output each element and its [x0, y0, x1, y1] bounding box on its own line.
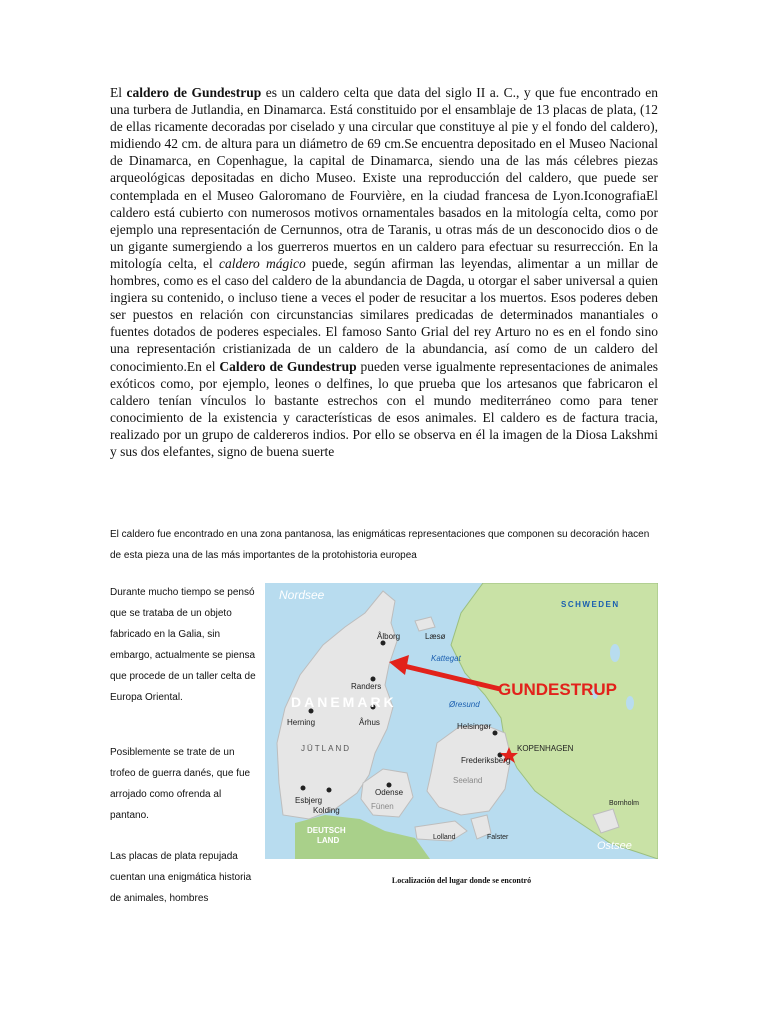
city-label-helsingor: Helsingør [457, 722, 492, 731]
kattegat-label: Kattegat [431, 654, 461, 663]
oresund-label: Øresund [449, 700, 480, 709]
bold-term-caldero-2: Caldero de Gundestrup [219, 358, 357, 374]
deutschland-label-2: LAND [317, 836, 340, 845]
gundestrup-label: GUNDESTRUP [498, 680, 618, 699]
city-label-kopenhagen: KOPENHAGEN [517, 744, 574, 753]
jutland-label: JÜTLAND [301, 744, 352, 753]
intro-note: El caldero fue encontrado en una zona pantanosa, las enigmáticas representaciones que componen su decoración hacen de esta pieza una de las más importantes de la protohistoria europea [110, 529, 650, 561]
map-svg [265, 583, 658, 859]
island-label-falster: Falster [487, 834, 509, 841]
city-label-kolding: Kolding [313, 806, 340, 815]
danemark-label: DANEMARK [291, 694, 397, 710]
island-label-funen: Fünen [371, 802, 394, 811]
city-label-esbjerg: Esbjerg [295, 796, 323, 805]
city-label-frederiksberg: Frederiksberg [461, 756, 511, 765]
text-run: pueden verse igualmente representaciones de animales exóticos como, por ejemplo, leones o delfines, lo que prueba que los artesanos que fabricaron el caldero tenían vínculos lo bastante estrechos con el mundo mediterráneo como para tener conocimiento de la existencia y características de esos animales. El caldero es de factura tracia, realizado por un grupo de caldereros indios. Por ello se observa en él la imagen de la Diosa Lakshmi y sus dos elefantes, signo de buena suerte [110, 358, 658, 459]
main-paragraph [110, 84, 658, 460]
text-run: es un caldero celta que data del siglo II a. C., y que fue encontrado en una turbera de Jutlandia, en Dinamarca. Está constituido por el ensamblaje de 13 placas de plata, (12 de ellas ricamente decoradas por ciselado y una circular que constituye al pie y el fondo del caldero), midiendo 42 cm. de altura para un diámetro de 69 cm.Se encuentra depositado en el Museo Nacional de Dinamarca, en Copenhague, la capital de Dinamarca, siendo una de las más célebres piezas arqueológicas depositadas en dicho Museo. Existe una reproducción del caldero, que puede ser contemplada en el Museo Galoromano de Fourvière, en la ciudad francesa de Lyon.IconografiaEl caldero está cubierto con numerosos motivos ornamentales basados en la mitología celta, como por ejemplo una representación de Cernunnos, otra de Taranis, u otras más de un desconocido dios o de un gigante sumergiendo a los guerreros muertos en un caldero para efectuar su resurrección. En la mitología celta, el [110, 85, 658, 271]
schweden-label: SCHWEDEN [561, 600, 620, 609]
side-paragraph-3: Las placas de plata repujada cuentan una enigmática historia de animales, hombres [110, 851, 252, 904]
island-label-lolland: Lolland [433, 834, 456, 841]
text-run: El [110, 85, 127, 100]
city-label-arhus: Århus [359, 718, 380, 727]
map-caption: Localización del lugar donde se encontró [391, 876, 532, 885]
bold-term-caldero: caldero de Gundestrup [126, 85, 262, 100]
italic-term-caldero-magico: caldero mágico [219, 255, 306, 271]
side-paragraph-2: Posiblemente se trate de un trofeo de guerra danés, que fue arrojado como ofrenda al pantano. [110, 747, 251, 821]
nordsee-label: Nordsee [279, 588, 325, 602]
deutschland-label: DEUTSCH [307, 826, 346, 835]
text-run: puede, según afirman las leyendas, alimentar a un millar de hombres, como es el caso del caldero de la abundancia de Dagda, u otorgar el saber universal a quien ingiera su contenido, o incluso tiene a veces el poder de resucitar a los muertos. Esos poderes deben ser puestos en relación con circunstancias similares predicadas de determinados manantiales o fuentes dotados de poderes especiales. El famoso Santo Grial del rey Arturo no es en el fondo sino una representación cristianizada de un caldero de la abundancia, así como de un caldero del conocimiento.En el [110, 255, 658, 374]
ostsee-label: Ostsee [597, 840, 632, 852]
island-label-laeso: Læsø [425, 632, 446, 641]
city-label-randers: Randers [351, 682, 382, 691]
island-label-bornholm: Bornholm [609, 800, 639, 807]
city-label-aalborg: Ålborg [377, 632, 401, 641]
island-label-seeland: Seeland [453, 776, 483, 785]
city-label-herning: Herning [287, 718, 316, 727]
side-paragraph-1: Durante mucho tiempo se pensó que se trataba de un objeto fabricado en la Galia, sin embargo, actualmente se piensa que procede de un taller celta de Europa Oriental. [110, 587, 256, 703]
city-label-odense: Odense [375, 788, 404, 797]
denmark-map [265, 583, 658, 859]
